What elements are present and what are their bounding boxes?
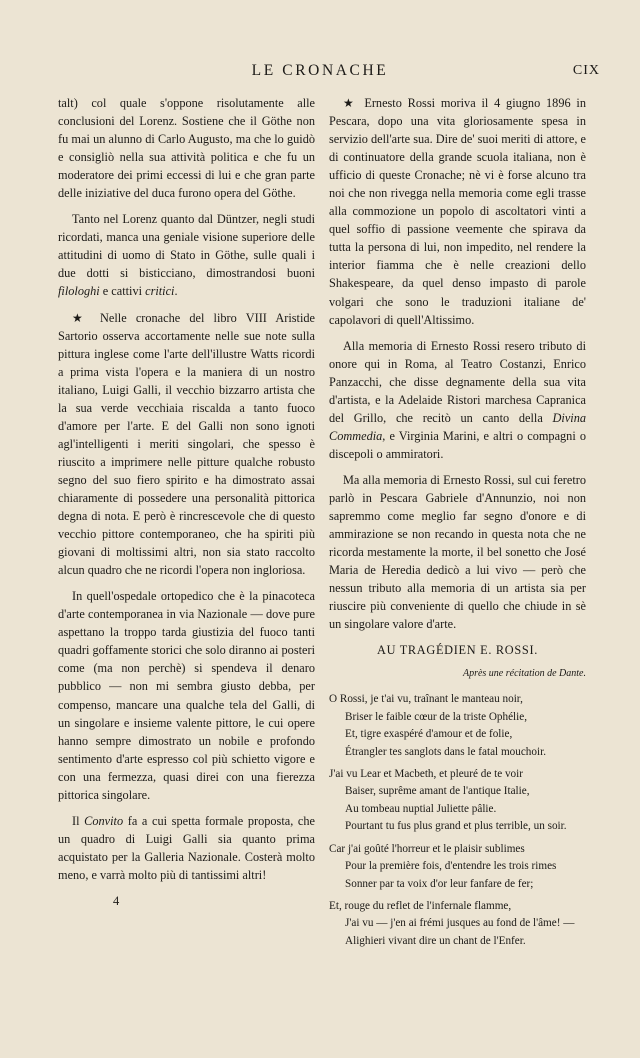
paragraph-sartorio-galli [58,309,315,580]
paragraph-text: e cattivi [99,284,146,299]
poem-line: Étrangler tes sanglots dans le fatal mouchoir. [345,745,547,758]
star-icon: ★ [343,96,357,110]
italic-title-convito: Convito [84,813,124,828]
right-column [329,94,586,955]
stanza [329,898,586,950]
poem-line: J'ai vu — j'en ai frémi jusques au fond de l'âme! — [345,917,575,930]
stanza [329,691,586,761]
italic-term-filologhi: filologhi [58,284,100,299]
paragraph-galleria-nazionale: In quell'ospedale ortopedico che è la pinacoteca d'arte contemporanea in via Nazionale — dove pure aspettano la troppo tarda giustizia del fuoco tanti quadri goffamente storici che solo diranno ai posteri come (ma non perchè) si spendeva il denaro pubblico — non mi sembra giusto debba, per compenso, mancare una qualche tela del Galli, di un singolare e insieme valente pittore, le cui opere hanno sempre dimostrato un nobile e profondo sentimento d'arte espresso col più schietto vigore e con una fermezza, quasi direi con una fierezza pittorica singolare. [58,589,315,802]
poem-line: Pour la première fois, d'entendre les trois rimes [345,860,557,873]
stanza [329,766,586,836]
poem-epigraph: Après une récitation de Dante. [462,668,586,680]
poem-line: O Rossi, je t'ai vu, traînant le manteau noir, [329,693,523,706]
poem-line: Baiser, suprême amant de l'antique Italie, [345,785,530,798]
poem-line: Car j'ai goûté l'horreur et le plaisir sublimes [329,842,525,855]
stanza [329,841,586,893]
paragraph-text: Nelle cronache del libro VIII Aristide Sartorio osserva accortamente nelle sue note sulla pittura inglese come l'arte dell'illustre Watts ricordi a prima vista l'opera e la maniera di un nostro italiano, Luigi Galli, il vecchio bizzarro artista che la sua verde vecchiaia riscalda a tanto fuoco d'amore per l'arte. E del Galli non sono ignoti agl'intelligenti i meriti singolari, che spesso è riuscito a imprimere nelle pitture qualche robusto segno del suo fiero spirito e ha dimostrato assai chiaramente di possedere una personalità pittorica degna di nota. E però è rincrescevole che di questo vecchio pittore contemporaneo, che ha spiriti più giovani di moltissimi altri, non sia stato raccolto alcun quadro che ne ricordi l'opera non ingloriosa. [58,310,315,578]
paragraph-goethe-continuation: talt) col quale s'oppone risolutamente alle conclusioni del Lorenz. Sostiene che il Göthe non fu mai un alunno di Carlo Augusto, ma che lo guidò e consigliò nella sua attività politica e che fu un moderatore dei primi eccessi di lui e che gran parte delle iniziative del duca furono opera del Göthe. [58,96,315,201]
signature-mark: 4 [113,893,120,908]
page-number: CIX [572,63,600,78]
poem-line: Au tombeau nuptial Juliette pâlie. [345,802,497,815]
paragraph-text: , e Virginia Marini, e altri o compagni o discepoli o ammiratori. [329,428,586,461]
page-header [40,60,600,84]
italic-term-critici: critici [145,284,175,299]
paragraph-rossi-death [329,94,586,329]
poem-line: Briser le faible cœur de la triste Ophélie, [345,710,528,723]
paragraph-text: Ernesto Rossi moriva il 4 giugno 1896 in Pescara, dopo una vita gloriosamente spesa in servizio dell'arte sua. Dire de' suoi meriti di attore, e di continuatore della grande scuola italiana, non è ufficio di queste Cronache; nè vi è forse alcuno tra noi che non rivegga nella memoria come egli trasse alla commozione un popolo di ascoltatori vinti a quel soffio di passione veemente che spirava da tutta la persona di lui, non impedito, nel rendere la interior fiamma che è nelle creazioni dello Shakespeare, da quel denso impasto di parole volgari che sono le traduzioni italiane de' capolavori di quell'Altissimo. [329,96,586,327]
running-title: LE CRONACHE [251,62,389,79]
paragraph-lorenz-duntzer [58,210,315,300]
paragraph-text: Il [72,813,85,828]
star-icon: ★ [72,310,89,325]
poem-line: Et, rouge du reflet de l'infernale flamme, [329,899,512,912]
poem-line: J'ai vu Lear et Macbeth, et pleuré de te voir [329,768,523,781]
paragraph-text: Tanto nel Lorenz quanto dal Düntzer, negli studi ricordati, manca una geniale visione superiore delle attitudini di uomo di Stato in Göthe, sulle quali i due dotti si bisticciano, dimostrandosi buoni [58,212,315,281]
paragraph-rossi-tribute [329,337,586,463]
italic-title-divina-commedia: Divina Commedia [329,410,586,443]
poem-line: Alighieri vivant dire un chant de l'Enfer. [345,934,526,947]
paragraph-convito-proposal [58,812,315,884]
paragraph-text: fa a cui spetta formale proposta, che un quadro di Luigi Galli sia quanto prima acquistato per la Galleria Nazionale. Costerà molto meno, e varrà molto più di tantissimi altri! [58,813,315,882]
paragraph-text: Alla memoria di Ernesto Rossi resero tributo di onore qui in Roma, al Teatro Costanzi, Enrico Panzacchi, che disse degnamente della sua vita d'artista, e la Adelaide Ristori marchesa Capranica del Grillo, che recitò un canto della [329,338,586,425]
left-column [58,94,315,910]
poem-line: Et, tigre exaspéré d'amour et de folie, [345,728,513,741]
sonnet [329,691,586,950]
paragraph-text: . [174,284,178,299]
poem-line: Pourtant tu fus plus grand et plus terrible, un soir. [345,820,567,833]
paragraph-heredia-sonnet: Ma alla memoria di Ernesto Rossi, sul cui feretro parlò in Pescara Gabriele d'Annunzio, noi non sapremmo come meglio far segno d'onore e di ammirazione se non recando in questa nota che ne ricorda mestamente la morte, il bel sonetto che José Maria de Heredia dedicò a lui vivo — però che nessun tributo alla memoria di un artista sia per riuscire più conveniente di quello che chiude in sè un singolare valore d'arte. [329,472,586,632]
poem-title: AU TRAGÉDIEN E. ROSSI. [376,643,539,658]
poem-line: Sonner par ta voix d'or leur fanfare de fer; [345,877,534,890]
